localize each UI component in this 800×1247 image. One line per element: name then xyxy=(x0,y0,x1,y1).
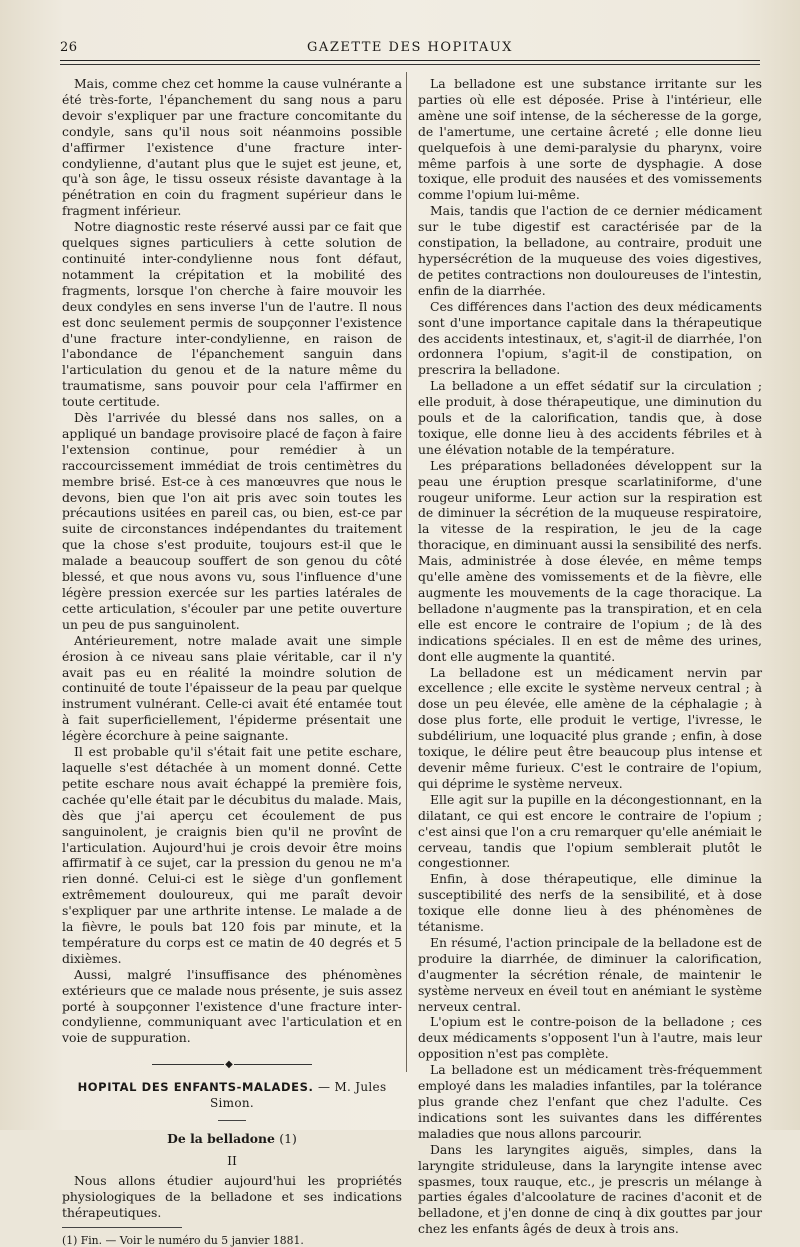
paragraph: La belladone a un effet sédatif sur la circulation ; elle produit, à dose thérapeutique, une diminution du pouls et de la calorification, tandis que, à dose toxique, elle donne lieu à des accidents fébriles et à une élévation notable de la température. xyxy=(418,378,762,457)
paragraph: Antérieurement, notre malade avait une simple érosion à ce niveau sans plaie véritable, car il n'y avait pas eu en réalité la moindre solution de continuité de toute l'épaisseur de la peau par quelque instrument vulnérant. Celle-ci avait été entamée tout à fait superficiellement, l'épiderme présentait une légère écorchure à peine saignante. xyxy=(62,632,402,744)
page-header xyxy=(60,40,760,62)
footnote-rule xyxy=(62,1227,182,1228)
paragraph: Dès l'arrivée du blessé dans nos salles, on a appliqué un bandage provisoire placé de façon à faire l'extension continue, pour remédier à un raccourcissement immédiat de trois centimètres du membre brisé. Est-ce à ces manœuvres que nous le devons, bien que l'on ait pris avec soin toutes les précautions usitées en pareil cas, ou bien, est-ce par suite de circonstances indépendantes du traitement que la chose s'est produite, toujours est-il que le malade a beaucoup souffert de son genou du côté blessé, et que nous avons vu, sous l'influence d'une légère pression exercée sur les parties latérales de cette articulation, s'écouler par une petite ouverture un peu de pus sanguinolent. xyxy=(62,410,402,632)
lecture-part: II xyxy=(227,1153,237,1168)
footnote: (1) Fin. — Voir le numéro du 5 janvier 1881. xyxy=(62,1233,304,1247)
paragraph: Notre diagnostic reste réservé aussi par ce fait que quelques signes particuliers à cette solution de continuité inter-condylienne nous font défaut, notamment la crépitation et la mobilité des fragments, lorsque l'on cherche à faire mouvoir les deux condyles en sens inverse l'un de l'autre. Il nous est donc seulement permis de soupçonner l'existence d'une fracture inter-condylienne, en raison de l'abondance de l'épanchement sanguin dans l'articulation du genou et de la nature même du traumatisme, sans pouvoir pour cela l'affirmer en toute certitude. xyxy=(62,219,402,410)
paragraph: Ces différences dans l'action des deux médicaments sont d'une importance capitale dans la thérapeutique des accidents intestinaux, et, s'agit-il de diarrhée, l'on ordonnera l'opium, s'agit-il de constipation, on prescrira la belladone. xyxy=(418,298,762,378)
journal-title: GAZETTE DES HOPITAUX xyxy=(307,40,513,55)
paragraph: En résumé, l'action principale de la belladone est de produire la diarrhée, de diminuer la calorification, d'augmenter la sécrétion rénale, de maintenir le système nerveux en éveil tout en anémiant le système nerveux central. xyxy=(418,934,762,1014)
page-number: 26 xyxy=(60,40,78,55)
short-divider xyxy=(218,1120,246,1121)
header-rule xyxy=(60,60,760,61)
paragraph: Enfin, à dose thérapeutique, elle diminue la susceptibilité des nerfs de la sensibilité, et à dose toxique elle donne lieu à des phénomènes de tétanisme. xyxy=(418,871,762,935)
paragraph: La belladone est un médicament nervin par excellence ; elle excite le système nerveux central ; à dose un peu élevée, elle amène de la céphalagie ; à dose plus forte, elle produit le vertige, l'ivresse, le subdélirium, une loquacité plus grande ; enfin, à dose toxique, le délire peut être beaucoup plus intense et devenir même furieux. C'est le contraire de l'opium, qui déprime le système nerveux. xyxy=(418,664,762,791)
paragraph: Aussi, malgré l'insuffisance des phénomènes extérieurs que ce malade nous présente, je suis assez porté à soupçonner l'existence d'une fracture inter-condylienne, communiquant avec l'articulation et en voie de suppuration. xyxy=(62,966,402,1046)
lecture-title xyxy=(62,1131,402,1147)
paragraph: La belladone est une substance irritante sur les parties où elle est déposée. Prise à l'intérieur, elle amène une soif intense, de la sécheresse de la gorge, de l'amertume, une certaine âcreté ; elle donne lieu quelquefois à une demi-paralysie du pharynx, voire même parfois à une sorte de dysphagie. A dose toxique, elle produit des nausées et des vomissements comme l'opium lui-même. xyxy=(418,76,762,203)
section-author: — M. Jules Simon. xyxy=(209,1080,387,1111)
lecture-title-text: De la belladone xyxy=(167,1131,275,1147)
paragraph: Mais, comme chez cet homme la cause vulnérante a été très-forte, l'épanchement du sang nous a paru devoir s'expliquer par une fracture concomitante du condyle, sans qu'il nous soit néanmoins possible d'affirmer l'existence d'une fracture inter-condylienne, d'autant plus que le sujet est jeune, et, qu'à son âge, le tissu osseux résiste davantage à la pénétration en coin du fragment supérieur dans le fragment inférieur. xyxy=(62,76,402,219)
paragraph: L'opium est le contre-poison de la belladone ; ces deux médicaments s'opposent l'un à l'autre, mais leur opposition n'est pas complète. xyxy=(418,1014,762,1062)
paragraph: Mais, tandis que l'action de ce dernier médicament sur le tube digestif est caractérisée par de la constipation, la belladone, au contraire, produit une hypersécrétion de la muqueuse des voies digestives, de petites contractions non douloureuses de l'intestin, enfin de la diarrhée. xyxy=(418,203,762,298)
paragraph: Il est probable qu'il s'était fait une petite eschare, laquelle s'est détachée à un moment donné. Cette petite eschare nous avait échappé la première fois, cachée qu'elle était par le décubitus du malade. Mais, dès que j'ai aperçu cet écoulement de pus sanguinolent, je craignis bien qu'il ne provînt de l'articulation. Aujourd'hui je crois devoir être moins affirmatif à ce sujet, car la pression du genou ne m'a rien donné. Celui-ci est le siège d'un gonflement extrêmement douloureux, qui me paraît devoir s'expliquer par une arthrite intense. Le malade a de la fièvre, le pouls bat 120 fois par minute, et la température du corps est ce matin de 40 degrés et 5 dixièmes. xyxy=(62,744,402,966)
paragraph: La belladone est un médicament très-fréquemment employé dans les maladies infantiles, par la tolérance plus grande chez l'enfant que chez l'adulte. Ces indications sont les suivantes dans les différentes maladies que nous allons parcourir. xyxy=(418,1062,762,1141)
intro-paragraph: Nous allons étudier aujourd'hui les propriétés physiologiques de la belladone et ses indications thérapeutiques. xyxy=(62,1172,402,1220)
footnote-ref: (1) xyxy=(279,1131,297,1147)
paragraph: Les préparations belladonées développent sur la peau une éruption presque scarlatiniforme, d'une rougeur uniforme. Leur action sur la respiration est de diminuer la sécrétion de la muqueuse respiratoire, la vitesse de la respiration, le jeu de la cage thoracique, en diminuant aussi la sensibilité des nerfs. Mais, administrée à dose élevée, en même temps qu'elle amène des vomissements et de la fièvre, elle augmente les mouvements de la cage thoracique. La belladone n'augmente pas la transpiration, et en cela elle est encore le contraire de l'opium ; de là des indications spéciales. Il en est de même des urines, dont elle augmente la quantité. xyxy=(418,457,762,664)
section-ornament xyxy=(152,1060,312,1070)
paragraph: Elle agit sur la pupille en la décongestionnant, en la dilatant, ce qui est encore le contraire de l'opium ; c'est ainsi que l'on a cru remarquer qu'elle anémiait le cerveau, tandis que l'opium semblerait plutôt le congestionner. xyxy=(418,791,762,871)
column-divider xyxy=(406,72,407,1072)
right-column xyxy=(418,76,762,1237)
diamond-icon: ◆ xyxy=(225,1059,233,1071)
header-rule-thin xyxy=(60,64,760,65)
section-heading xyxy=(62,1080,402,1112)
paragraph: Dans les laryngites aiguës, simples, dans la laryngite striduleuse, dans la laryngite intense avec spasmes, toux rauque, etc., je prescris un mélange à parties égales d'alcoolature de racines d'aconit et de belladone, et j'en donne de cinq à dix gouttes par jour chez les enfants âgés de deux à trois ans. xyxy=(418,1141,762,1237)
left-column xyxy=(62,76,402,1247)
hospital-name: HOPITAL DES ENFANTS-MALADES. xyxy=(77,1080,314,1095)
